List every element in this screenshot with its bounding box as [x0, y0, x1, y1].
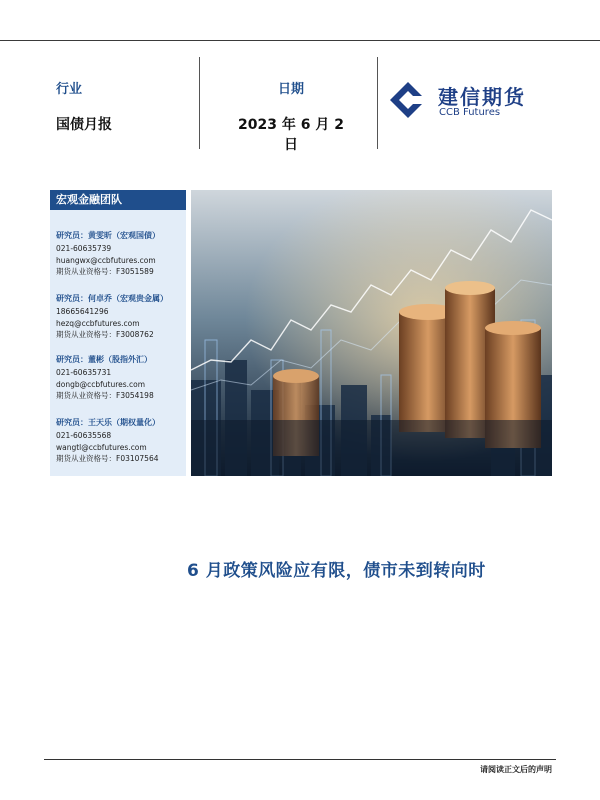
member-phone: 021-60635568: [56, 431, 112, 441]
top-rule: [0, 40, 600, 41]
member-role: 研究员：董彬（股指外汇）: [56, 355, 152, 364]
member-phone: 021-60635739: [56, 244, 112, 254]
industry-block: [56, 78, 112, 134]
member-role: 研究员：何卓乔（宏观贵金属）: [56, 294, 168, 303]
member-role: 研究员：王天乐（期权量化）: [56, 418, 160, 427]
team-member: [56, 354, 184, 401]
team-member: [56, 417, 184, 464]
finance-coins-illustration: [191, 190, 552, 476]
member-phone: 021-60635731: [56, 368, 112, 378]
disclaimer-note: 请阅读正文后的声明: [480, 765, 552, 774]
research-team-panel: [50, 190, 186, 476]
team-title: 宏观金融团队: [50, 190, 186, 210]
industry-label: 行业: [56, 82, 83, 97]
member-email: wangtl@ccbfutures.com: [56, 442, 147, 452]
date-label: 日期: [277, 82, 304, 97]
member-license: 期货从业资格号：F03107564: [56, 453, 159, 463]
logo-text-cn: 建信期货: [438, 85, 526, 109]
date-value: 2023 年 6 月 2 日: [238, 117, 344, 153]
logo-text-en: CCB Futures: [439, 107, 501, 118]
member-license: 期货从业资格号：F3054198: [56, 390, 154, 400]
member-phone: 18665641296: [56, 307, 109, 317]
member-role: 研究员：黄雯昕（宏观国债）: [56, 231, 160, 240]
team-member: [56, 230, 184, 277]
ccb-logo-icon: [388, 80, 428, 120]
member-email: hezq@ccbfutures.com: [56, 318, 140, 328]
company-logo: [388, 80, 558, 120]
date-block: [231, 78, 351, 154]
header-divider-2: [377, 57, 378, 149]
header-divider-1: [199, 57, 200, 149]
cover-image: [191, 190, 552, 476]
member-license: 期货从业资格号：F3008762: [56, 329, 154, 339]
industry-value: 国债月报: [56, 117, 112, 133]
member-license: 期货从业资格号：F3051589: [56, 266, 154, 276]
member-email: huangwx@ccbfutures.com: [56, 255, 156, 265]
member-email: dongb@ccbfutures.com: [56, 379, 146, 389]
team-member: [56, 293, 184, 340]
report-title: 6 月政策风险应有限，债市未到转向时: [187, 561, 486, 581]
footer-rule: [44, 759, 556, 760]
